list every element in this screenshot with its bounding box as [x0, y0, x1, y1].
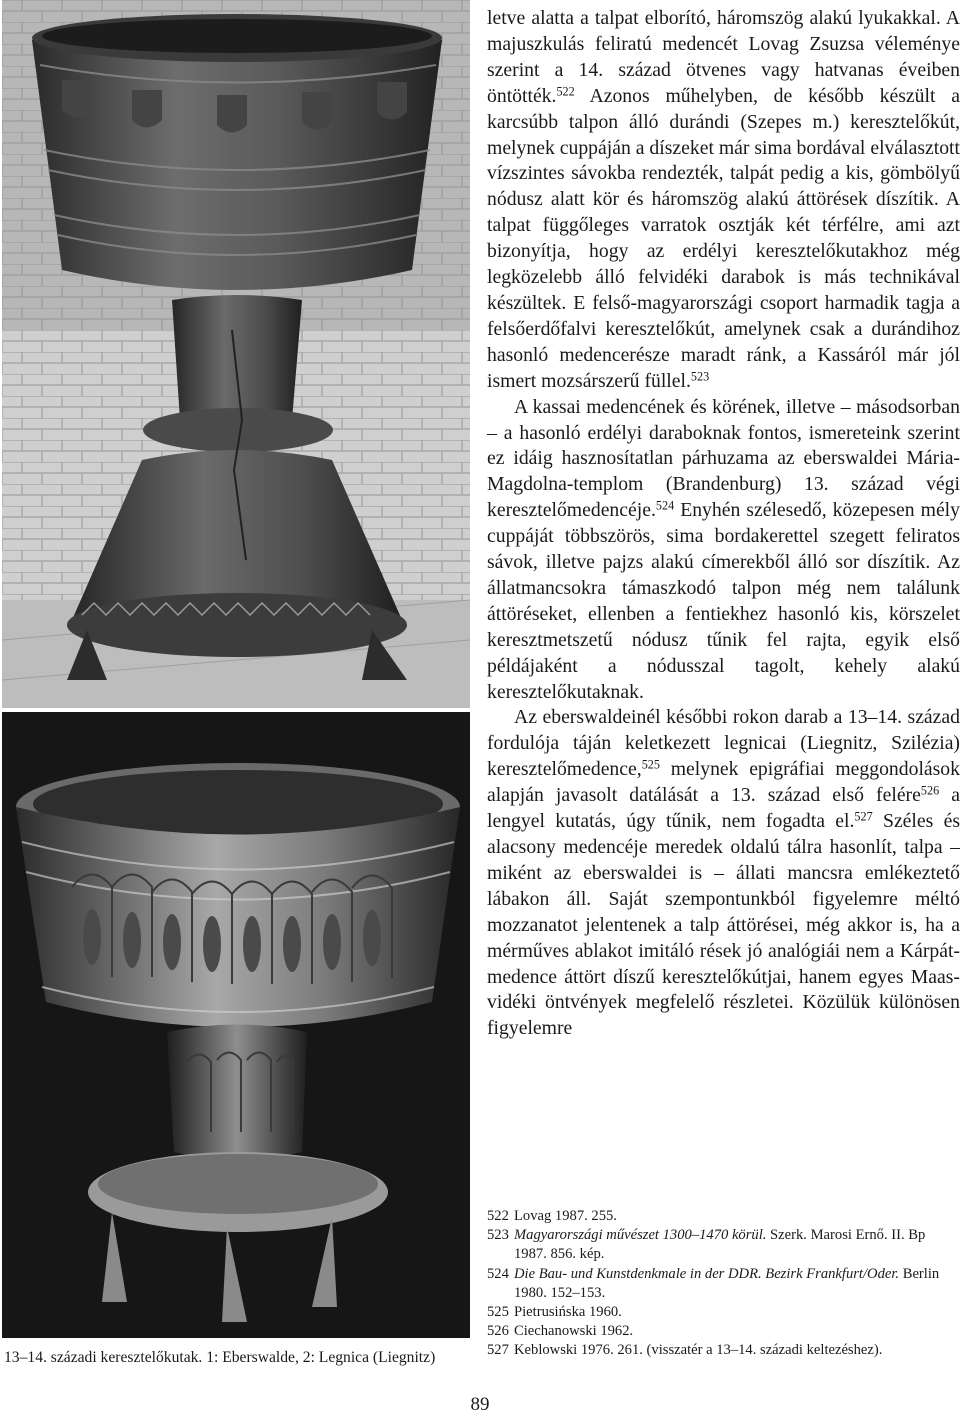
footnotes: [487, 1207, 960, 1361]
paragraph-3-text-b: melynek epigráfiai meggondolások alapján javasolt datálását a 13. század első felére: [487, 758, 960, 807]
paragraph-2-text-a: A kassai medencének és körének, illetve – másodsorban – a hasonló erdélyi daraboknak fontos, ismereteink szerint ez idáig hasznosítatlan párhuzama az eberswaldei Mária-Magdolna-templom (Brandenburg) 13. század végi keresztelőmedencéje.: [487, 395, 960, 522]
footnote-ref-527[interactable]: 527: [854, 809, 873, 824]
paragraph-1: [487, 6, 960, 395]
footnote-text: Berlin 1980. 152–153.: [514, 1265, 940, 1301]
footnote-ref-523[interactable]: 523: [690, 369, 710, 384]
footnote-text: Pietrusińska 1960.: [514, 1304, 622, 1321]
footnote-522: [487, 1207, 960, 1226]
footnote-ref-522[interactable]: 522: [556, 84, 575, 99]
footnote-number: 522: [487, 1208, 509, 1224]
footnote-525: [487, 1303, 960, 1322]
paragraph-2-text-b: Enyhén szélesedő, közepesen mély cuppáját többszörös, sima bordakerettel szegett feliratos sávok, illetve pajzs alakú címerekből álló sor díszítik. Az állatmancsokra támaszkodó talpon még nem találunk áttöréseket, ellenben a fentiekhez hasonló kis, körszelet keresztmetszetű nódusz tűnik fel rajta, egyik első példájaként a nódusszal tagolt, kehely alakú keresztelőkutaknak.: [487, 499, 960, 703]
eberswalde-font-photo: [2, 0, 470, 708]
footnote-524: [487, 1265, 960, 1303]
footnote-number: 523: [487, 1227, 509, 1244]
paragraph-3-text-d: Széles és alacsony medencéje meredek oldalú tálra hasonlít, talpa – miként az eberswaldei is – állati mancsra emlékeztető lábakon áll. Saját szempontunkból figyelemre méltó mozzanatot jelentenek a talp áttörései, még akkor is, ha a mérműves ablakot imitáló rések jó analógiái nem a Kárpát-medence áttört díszű keresztelőkútjai, hanem egyes Maas-vidéki öntvények megfelelő részletei. Közülük különösen figyelemre: [487, 810, 960, 1040]
footnote-ref-526[interactable]: 526: [920, 783, 940, 798]
footnote-ref-525[interactable]: 525: [641, 757, 660, 772]
footnote-text: Szerk. Marosi Ernő. II. Bp 1987. 856. kép.: [514, 1227, 926, 1263]
footnote-title: Die Bau- und Kunstdenkmale in der DDR. Bezirk Frankfurt/Oder.: [514, 1265, 900, 1282]
footnote-526: [487, 1322, 960, 1341]
footnote-number: 527: [487, 1342, 509, 1359]
footnote-number: 526: [487, 1323, 509, 1340]
paragraph-3-text-a: Az eberswaldeinél későbbi rokon darab a 13–14. század fordulója táján keletkezett legnicai (Liegnitz, Szilézia) keresztelőmedence,: [487, 706, 960, 781]
footnote-title: Magyarországi művészet 1300–1470 körül.: [514, 1227, 767, 1244]
paragraph-1-text-a: letve alatta a talpat elborító, háromszög alakú lyukakkal. A majuszkulás feliratú medencét Lovag Zsuzsa véleménye szerint a 14. század ötvenes vagy hatvanas éveiben öntötték.: [487, 7, 960, 107]
footnote-text: Keblowski 1976. 261. (visszatér a 13–14. századi keltezéshez).: [514, 1342, 883, 1359]
footnote-number: 524: [487, 1265, 509, 1282]
paragraph-3: [487, 705, 960, 1042]
main-text: [487, 6, 960, 1042]
legnica-font-photo: [2, 712, 470, 1338]
footnote-ref-524[interactable]: 524: [655, 498, 675, 513]
footnote-527: [487, 1341, 960, 1360]
footnote-text: Ciechanowski 1962.: [514, 1323, 634, 1340]
paragraph-3-text-c: a lengyel kutatás, úgy tűnik, nem fogadta el.: [487, 784, 960, 833]
footnote-text: Lovag 1987. 255.: [514, 1208, 617, 1224]
footnote-number: 525: [487, 1304, 509, 1321]
footnote-523: [487, 1226, 960, 1264]
paragraph-2: [487, 395, 960, 706]
figure-caption: 13–14. századi keresztelőkutak. 1: Eberswalde, 2: Legnica (Liegnitz): [4, 1349, 436, 1366]
page-number: 89: [470, 1394, 490, 1415]
paragraph-1-text-b: Azonos műhelyben, de később készült a karcsúbb talpon álló durándi (Szepes m.) keresztelőkút, melynek cuppáján a díszeket már sima bordával elválasztott vízszintes sávokba rendezték, talpát pedig a kis, gömbölyű nódusz alatt kör és háromszög alakú áttörések díszítik. A talpat függőleges varratok osztják két térfélre, ami azt bizonyítja, hogy az erdélyi keresztelőkutakhoz még legközelebb álló felvidéki darabok is más technikával készültek. E felső-magyarországi csoport harmadik tagja a felsőerdőfalvi keresztelőkút, amelynek csak a durándihoz hasonló medencerésze maradt ránk, a Kassáról már jól ismert mozsárszerű füllel.: [487, 84, 960, 392]
